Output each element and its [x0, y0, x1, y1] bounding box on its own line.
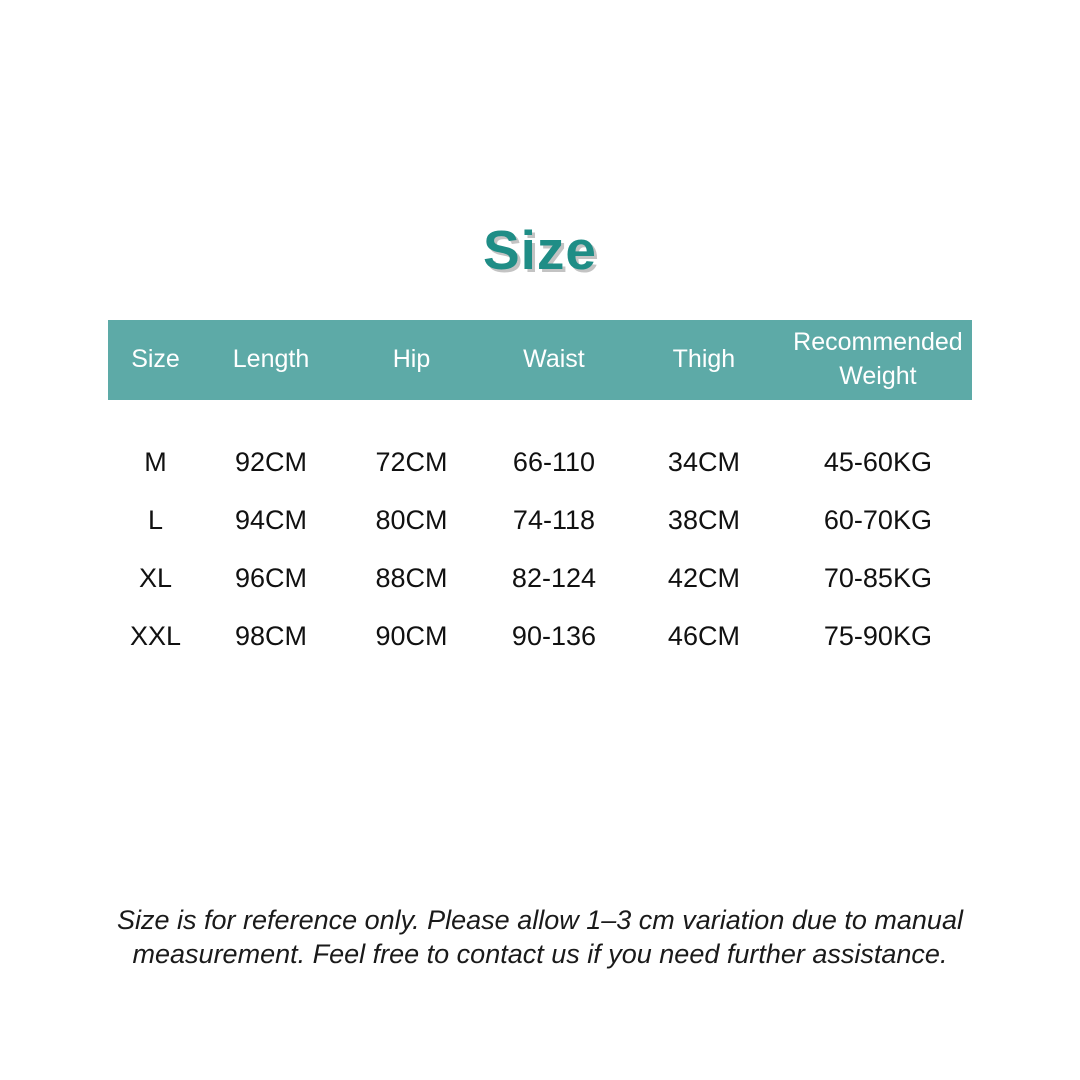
cell-waist: 74-118	[512, 504, 595, 535]
cell-hip: 88CM	[375, 562, 448, 593]
cell-weight: 45-60KG	[823, 446, 932, 477]
column-header-length: Length	[232, 345, 310, 374]
cell-waist: 82-124	[511, 562, 596, 593]
table-row	[108, 433, 972, 491]
cell-size: XXL	[129, 620, 182, 651]
cell-hip: 80CM	[375, 504, 448, 535]
cell-waist: 90-136	[511, 620, 596, 651]
column-header-thigh: Thigh	[672, 345, 736, 374]
page-title: Size	[482, 219, 598, 281]
column-header-size: Size	[131, 345, 180, 374]
disclaimer-note: Size is for reference only. Please allow 1–3 cm variation due to manual measurement. Feel free to contact us if you need further assistance.	[117, 905, 963, 970]
cell-size: XL	[139, 562, 173, 593]
size-table	[108, 320, 972, 665]
table-row	[108, 607, 972, 665]
cell-thigh: 38CM	[667, 504, 740, 535]
cell-length: 92CM	[235, 446, 308, 477]
cell-length: 94CM	[235, 504, 308, 535]
cell-length: 96CM	[235, 562, 308, 593]
cell-thigh: 46CM	[667, 620, 740, 651]
cell-size: M	[144, 446, 167, 477]
table-header-row	[108, 320, 972, 400]
column-header-hip: Hip	[392, 345, 431, 374]
cell-hip: 90CM	[375, 620, 448, 651]
cell-length: 98CM	[235, 620, 308, 651]
table-row	[108, 549, 972, 607]
table-body	[108, 400, 972, 665]
cell-size: L	[148, 504, 164, 535]
cell-thigh: 42CM	[667, 562, 740, 593]
cell-thigh: 34CM	[667, 446, 740, 477]
cell-weight: 75-90KG	[823, 620, 932, 651]
table-row	[108, 491, 972, 549]
cell-weight: 70-85KG	[823, 562, 932, 593]
cell-hip: 72CM	[375, 446, 448, 477]
cell-weight: 60-70KG	[823, 504, 932, 535]
column-header-waist: Waist	[523, 345, 585, 374]
column-header-recommended-weight: Recommended Weight	[793, 328, 963, 390]
cell-waist: 66-110	[512, 446, 595, 477]
